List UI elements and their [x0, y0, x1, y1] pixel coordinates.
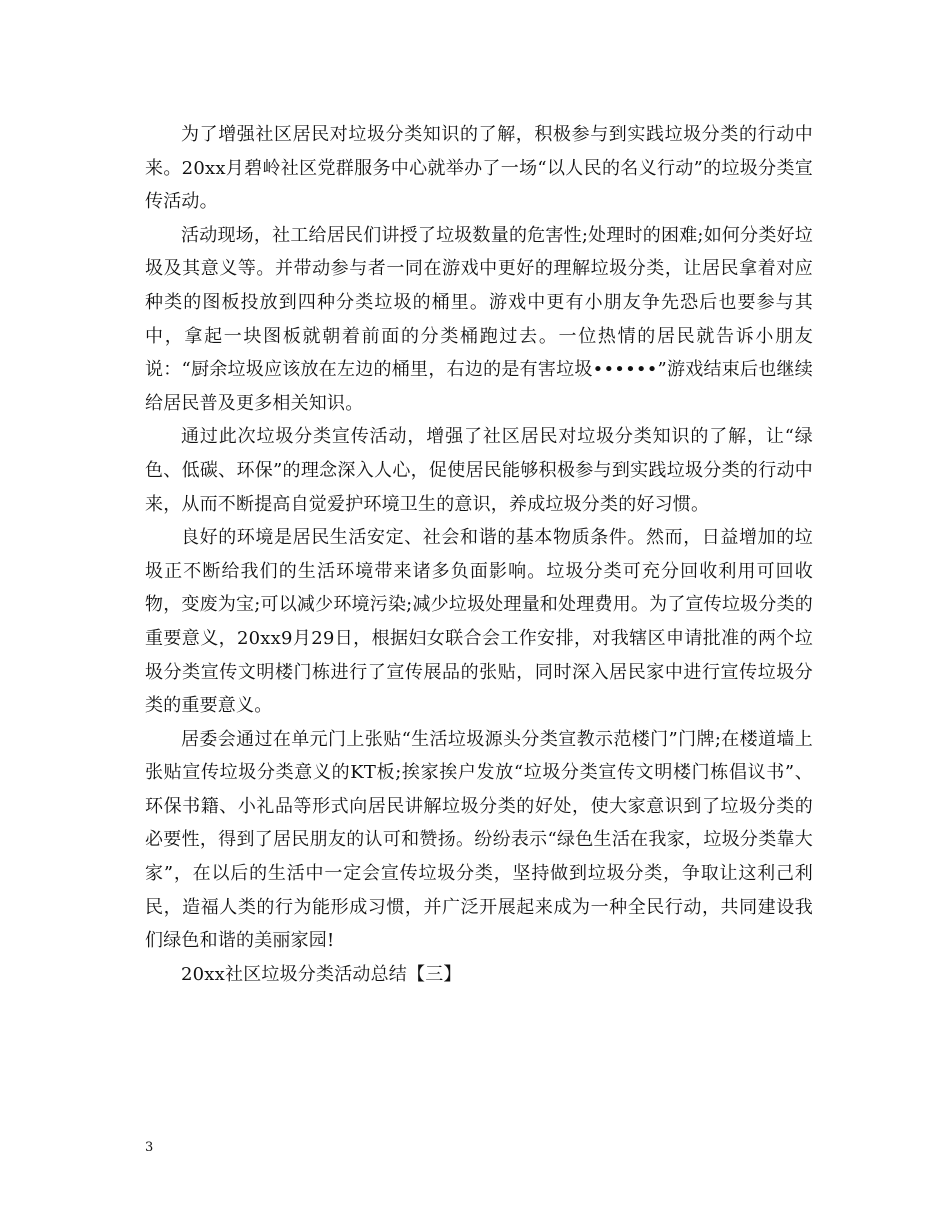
paragraph-committee-actions: 居委会通过在单元门上张贴“生活垃圾源头分类宣教示范楼门”门牌;在楼道墙上张贴宣传垃圾分类意义的KT板;挨家挨户发放“垃圾分类宣传文明楼门栋倡议书”、环保书籍、小礼品等形式向居民讲解垃圾分类的好处，使大家意识到了垃圾分类的必要性，得到了居民朋友的认可和赞扬。纷纷表示“绿色生活在我家，垃圾分类靠大家”，在以后的生活中一定会宣传垃圾分类，坚持做到垃圾分类，争取让这利己利民，造福人类的行为能形成习惯，并广泛开展起来成为一种全民行动，共同建设我们绿色和谐的美丽家园!	[145, 728, 813, 952]
paragraph-intro: 为了增强社区居民对垃圾分类知识的了解，积极参与到实践垃圾分类的行动中来。20xx月碧岭社区党群服务中心就举办了一场“以人民的名义行动”的垃圾分类宣传活动。	[145, 124, 813, 213]
section-heading: 20xx社区垃圾分类活动总结【三】	[181, 963, 462, 985]
page-number: 3	[145, 1140, 154, 1155]
paragraph-environment: 良好的环境是居民生活安定、社会和谐的基本物质条件。然而，日益增加的垃圾正不断给我们的生活环境带来诸多负面影响。垃圾分类可充分回收利用可回收物，变废为宝;可以减少环境污染;减少垃圾处理量和处理费用。为了宣传垃圾分类的重要意义，20xx9月29日，根据妇女联合会工作安排，对我辖区申请批准的两个垃圾分类宣传文明楼门栋进行了宣传展品的张贴，同时深入居民家中进行宣传垃圾分类的重要意义。	[145, 527, 813, 717]
paragraph-activity-scene: 活动现场，社工给居民们讲授了垃圾数量的危害性;处理时的困难;如何分类好垃圾及其意义等。并带动参与者一同在游戏中更好的理解垃圾分类，让居民拿着对应种类的图板投放到四种分类垃圾的桶里。游戏中更有小朋友争先恐后也要参与其中，拿起一块图板就朝着前面的分类桶跑过去。一位热情的居民就告诉小朋友说：“厨余垃圾应该放在左边的桶里，右边的是有害垃圾••••••”游戏结束后也继续给居民普及更多相关知识。	[145, 224, 813, 414]
document-body	[145, 118, 813, 991]
paragraph-outcome: 通过此次垃圾分类宣传活动，增强了社区居民对垃圾分类知识的了解，让“绿色、低碳、环保”的理念深入人心，促使居民能够积极参与到实践垃圾分类的行动中来，从而不断提高自觉爱护环境卫生的意识，养成垃圾分类的好习惯。	[145, 426, 813, 515]
